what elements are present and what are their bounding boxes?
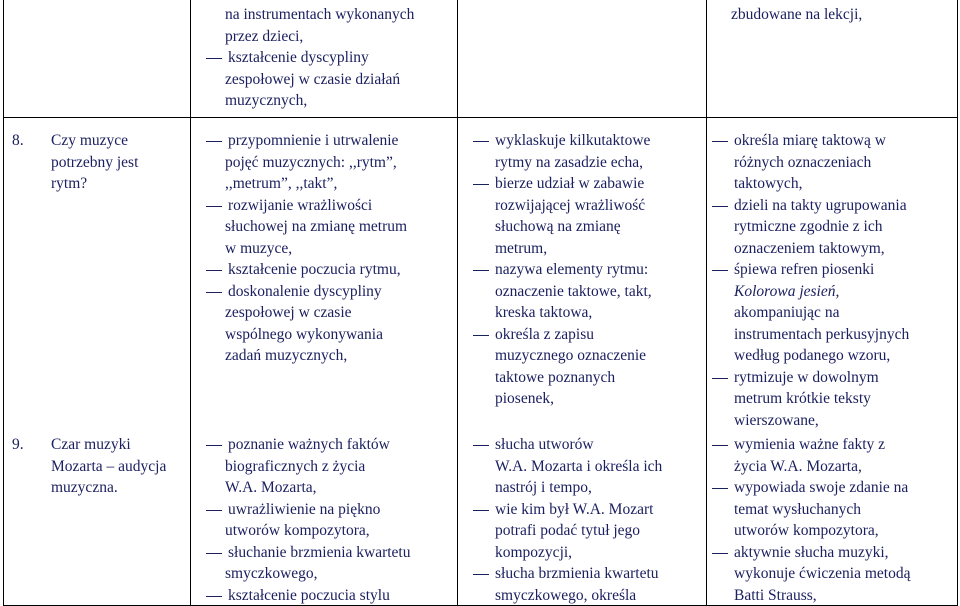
text-line: W.A. Mozarta i określa ich bbox=[495, 457, 663, 475]
text-line: kompozycji, bbox=[495, 543, 573, 561]
text-line: zespołowej w czasie bbox=[225, 304, 352, 321]
row9-number: 9. bbox=[12, 436, 24, 453]
table-border-left bbox=[3, 0, 4, 606]
text-line: oznaczeniem taktowym, bbox=[734, 239, 885, 257]
topic-line: Czar muzyki bbox=[51, 436, 131, 453]
text-line: biograficznych z życia bbox=[225, 457, 366, 475]
text-line: nazywa elementy rytmu: bbox=[472, 259, 706, 281]
text-line: instrumentach perkusyjnych bbox=[734, 325, 910, 343]
top-row-goals-cell bbox=[205, 4, 455, 112]
row8-number: 8. bbox=[12, 132, 24, 149]
text-line: rytmizuje w dowolnym bbox=[711, 367, 957, 389]
row8-goals-cell bbox=[205, 130, 457, 367]
row9-topic-cell bbox=[51, 434, 187, 499]
text-line: życia W.A. Mozarta, bbox=[734, 457, 862, 475]
text-line: nastrój i tempo, bbox=[495, 479, 592, 496]
text-line: smyczkowego, określa bbox=[495, 586, 637, 604]
text-line: zespołowej w czasie działań bbox=[225, 70, 401, 88]
text-line: określa z zapisu bbox=[472, 324, 706, 346]
text-line: wypowiada swoje zdanie na bbox=[711, 477, 957, 499]
text-line: różnych oznaczeniach bbox=[734, 153, 872, 171]
text-line: muzycznych, bbox=[225, 92, 308, 109]
text-line: przypomnienie i utrwalenie bbox=[205, 130, 457, 152]
table-border-right bbox=[957, 0, 958, 606]
text-line: potrafi podać tytuł jego bbox=[495, 522, 641, 539]
text-line: bierze udział w zabawie bbox=[472, 173, 706, 195]
text-line: doskonalenie dyscypliny bbox=[205, 281, 457, 303]
text-line: określa miarę taktową w bbox=[711, 130, 957, 152]
text-line: smyczkowego, bbox=[225, 565, 318, 582]
text-line: uwrażliwienie na piękno bbox=[205, 499, 457, 521]
text-line: temat wysłuchanych bbox=[734, 500, 861, 518]
text-line: rytmiczne zgodnie z ich bbox=[734, 218, 883, 235]
text-line: muzycznego oznaczenie bbox=[495, 347, 647, 364]
text-line: słucha brzmienia kwartetu bbox=[472, 563, 706, 585]
text-line: akompaniując na bbox=[734, 304, 840, 321]
text-line: wie kim był W.A. Mozart bbox=[472, 499, 706, 521]
text-line: zbudowane na lekcji, bbox=[731, 6, 863, 23]
topic-line: Mozarta – audycja bbox=[51, 457, 167, 475]
row9-goals-cell bbox=[205, 434, 457, 606]
text-line: aktywnie słucha muzyki, bbox=[711, 542, 957, 564]
text-line: słuchową na zmianę bbox=[495, 218, 621, 235]
text-line: utworów kompozytora, bbox=[734, 522, 879, 539]
text-line: rozwijanie wrażliwości bbox=[205, 195, 457, 217]
text-line: metrum, bbox=[495, 239, 548, 257]
text-line: W.A. Mozarta, bbox=[225, 479, 317, 496]
text-line: Batti Strauss, bbox=[734, 586, 817, 604]
topic-line: rytm? bbox=[51, 175, 88, 192]
text-line: pojęć muzycznych: ,,rytm”, bbox=[225, 153, 397, 171]
text-line: rozwijającej wrażliwość bbox=[495, 196, 646, 214]
text-line: przez dzieci, bbox=[225, 27, 304, 45]
text-line: wykonuje ćwiczenia metodą bbox=[734, 565, 911, 582]
top-row-outcomes-cell bbox=[731, 4, 955, 26]
text-line: słucha utworów bbox=[472, 434, 706, 456]
row8-topic-cell bbox=[51, 130, 187, 195]
text-line: wierszowane, bbox=[734, 411, 819, 429]
text-line: taktowych, bbox=[734, 175, 803, 192]
row8-outcomes-cell bbox=[711, 130, 957, 431]
text-line: kształcenie poczucia stylu bbox=[205, 585, 457, 606]
text-line: metrum krótkie teksty bbox=[734, 390, 871, 407]
topic-line: potrzebny jest bbox=[51, 153, 139, 171]
topic-line: muzyczna. bbox=[51, 479, 118, 496]
text-line: poznanie ważnych faktów bbox=[205, 434, 457, 456]
text-line: słuchanie brzmienia kwartetu bbox=[205, 542, 457, 564]
text-line: na instrumentach wykonanych bbox=[225, 6, 415, 23]
text-line: taktowe poznanych bbox=[495, 368, 616, 386]
text-line: wyklaskuje kilkutaktowe bbox=[472, 130, 706, 152]
table-border-col1 bbox=[190, 0, 191, 606]
row8-activities-cell bbox=[472, 130, 706, 410]
text-line: wspólnego wykonywania bbox=[225, 325, 383, 343]
text-line: kształcenie dyscypliny bbox=[205, 47, 455, 69]
text-line: ,,metrum”, ,,takt”, bbox=[225, 175, 338, 192]
row9-activities-cell bbox=[472, 434, 706, 606]
text-line: wymienia ważne fakty z bbox=[711, 434, 957, 456]
text-line: kształcenie poczucia rytmu, bbox=[205, 259, 457, 281]
text-line: zadań muzycznych, bbox=[225, 347, 348, 364]
text-line: utworów kompozytora, bbox=[225, 522, 370, 539]
text-line: dzieli na takty ugrupowania bbox=[711, 195, 957, 217]
text-line: śpiewa refren piosenki bbox=[711, 259, 957, 281]
song-title: Kolorowa jesień, bbox=[734, 282, 840, 300]
row9-outcomes-cell bbox=[711, 434, 957, 606]
text-line: słuchowej na zmianę metrum bbox=[225, 218, 408, 235]
text-line: oznaczenie taktowe, takt, bbox=[495, 282, 652, 300]
text-line: kreska taktowa, bbox=[495, 304, 593, 321]
table-border-col3 bbox=[706, 0, 707, 606]
topic-line: Czy muzyce bbox=[51, 132, 129, 149]
text-line: według podanego wzoru, bbox=[734, 347, 891, 364]
table-border-col2 bbox=[457, 0, 458, 606]
text-line: rytmy na zasadzie echa, bbox=[495, 153, 644, 171]
text-line: piosenek, bbox=[495, 390, 554, 407]
table-row-divider bbox=[3, 117, 958, 118]
text-line: w muzyce, bbox=[225, 239, 293, 257]
